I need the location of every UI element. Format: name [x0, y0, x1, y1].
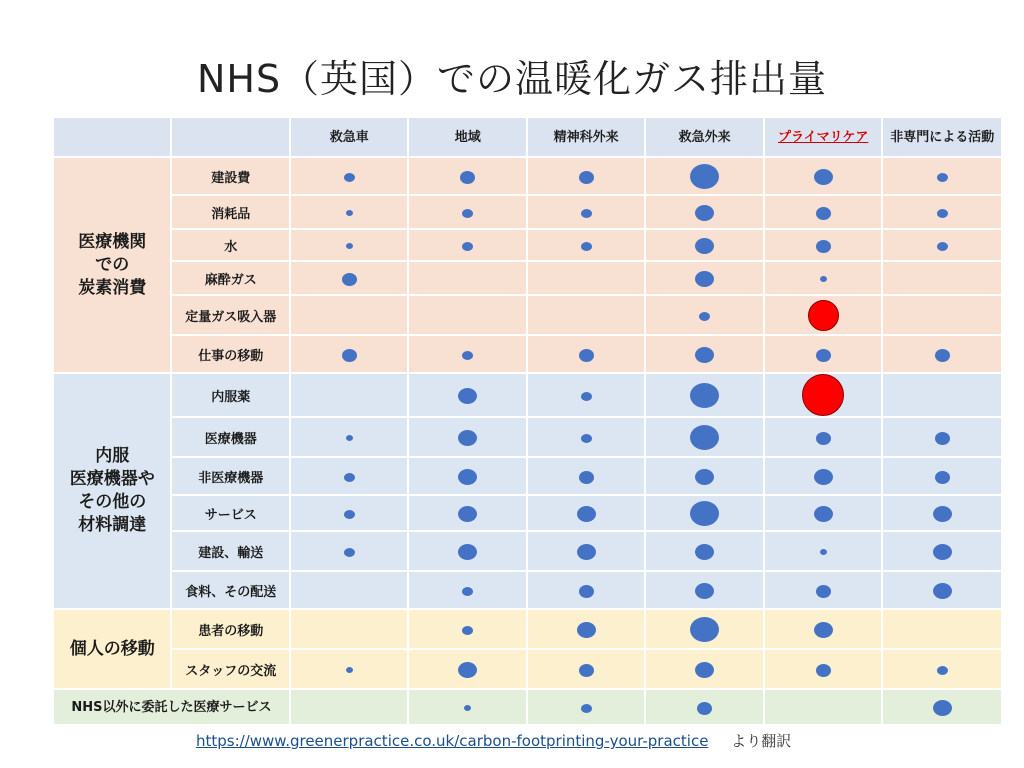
emission-dot — [344, 473, 355, 482]
row-label: 消耗品 — [171, 195, 289, 229]
row-label: 建設費 — [171, 157, 289, 195]
emission-dot — [344, 173, 355, 182]
emission-dot — [346, 435, 353, 441]
value-cell — [527, 295, 645, 335]
value-cell — [764, 373, 882, 417]
value-cell — [408, 295, 526, 335]
row-label: 仕事の移動 — [171, 335, 289, 373]
emission-dot — [458, 544, 477, 560]
emission-dot — [816, 585, 831, 598]
value-cell — [645, 229, 763, 261]
emission-dot — [695, 205, 714, 221]
value-cell — [408, 335, 526, 373]
table-row — [53, 295, 1002, 335]
value-cell — [527, 335, 645, 373]
table-row — [53, 649, 1002, 689]
value-cell — [408, 157, 526, 195]
emission-dot — [808, 300, 839, 331]
emission-dot — [937, 242, 948, 251]
emission-dot — [935, 432, 950, 445]
value-cell — [527, 373, 645, 417]
emission-dot — [933, 700, 952, 716]
emission-dot — [577, 544, 596, 560]
value-cell — [645, 373, 763, 417]
value-cell — [882, 457, 1002, 495]
group-label: 医療機関 での 炭素消費 — [53, 157, 171, 373]
value-cell — [408, 195, 526, 229]
emission-dot — [462, 587, 473, 596]
value-cell — [290, 157, 408, 195]
value-cell — [527, 261, 645, 295]
value-cell — [645, 609, 763, 649]
table-row — [53, 417, 1002, 457]
value-cell — [882, 335, 1002, 373]
value-cell — [764, 295, 882, 335]
table-row — [53, 457, 1002, 495]
row-label: スタッフの交流 — [171, 649, 289, 689]
table-row — [53, 373, 1002, 417]
table-row — [53, 195, 1002, 229]
value-cell — [290, 457, 408, 495]
value-cell — [408, 495, 526, 531]
emission-dot — [458, 506, 477, 522]
emission-dot — [579, 349, 594, 362]
emission-dot — [695, 469, 714, 485]
row-label: 食料、その配送 — [171, 571, 289, 609]
value-cell — [882, 373, 1002, 417]
value-cell — [645, 157, 763, 195]
value-cell — [882, 229, 1002, 261]
value-cell — [408, 417, 526, 457]
source-link[interactable]: https://www.greenerpractice.co.uk/carbon-footprinting-your-practice — [196, 732, 709, 750]
value-cell — [408, 457, 526, 495]
emission-dot — [933, 544, 952, 560]
emission-dot — [816, 664, 831, 677]
emission-dot — [937, 173, 948, 182]
emission-dot — [935, 349, 950, 362]
emission-dot — [933, 506, 952, 522]
column-header: 非専門による活動 — [882, 117, 1002, 157]
emission-dot — [581, 392, 592, 401]
table-row — [53, 689, 1002, 725]
emission-dot — [814, 506, 833, 522]
value-cell — [290, 195, 408, 229]
emission-dot — [344, 510, 355, 519]
value-cell — [764, 495, 882, 531]
value-cell — [882, 417, 1002, 457]
value-cell — [527, 571, 645, 609]
value-cell — [764, 157, 882, 195]
emission-dot — [814, 622, 833, 638]
emission-dot — [937, 209, 948, 218]
table-row — [53, 531, 1002, 571]
value-cell — [408, 649, 526, 689]
value-cell — [408, 373, 526, 417]
emission-dot — [346, 667, 353, 673]
emission-dot — [690, 501, 719, 526]
value-cell — [290, 417, 408, 457]
emission-dot — [458, 388, 477, 404]
value-cell — [290, 335, 408, 373]
value-cell — [645, 531, 763, 571]
group-label: NHS以外に委託した医療サービス — [53, 689, 290, 725]
emission-dot — [695, 238, 714, 254]
value-cell — [290, 373, 408, 417]
value-cell — [290, 295, 408, 335]
group-label: 個人の移動 — [53, 609, 171, 689]
emission-dot — [581, 434, 592, 443]
emission-dot — [579, 664, 594, 677]
value-cell — [527, 417, 645, 457]
value-cell — [764, 649, 882, 689]
table-row — [53, 609, 1002, 649]
emission-dot — [816, 207, 831, 220]
emission-dot — [933, 583, 952, 599]
column-header: 精神科外来 — [527, 117, 645, 157]
emissions-table — [52, 116, 1003, 726]
emission-dot — [462, 351, 473, 360]
emission-dot — [579, 471, 594, 484]
emission-dot — [577, 506, 596, 522]
source-footer — [196, 730, 791, 751]
value-cell — [527, 609, 645, 649]
emission-dot — [820, 276, 827, 282]
value-cell — [408, 261, 526, 295]
value-cell — [527, 689, 645, 725]
table-row — [53, 495, 1002, 531]
value-cell — [882, 157, 1002, 195]
value-cell — [882, 495, 1002, 531]
row-label: 定量ガス吸入器 — [171, 295, 289, 335]
emission-dot — [458, 662, 477, 678]
value-cell — [764, 457, 882, 495]
value-cell — [645, 689, 763, 725]
value-cell — [527, 649, 645, 689]
source-suffix: より翻訳 — [731, 732, 792, 750]
column-header-primary-care: プライマリケア — [764, 117, 882, 157]
emission-dot — [690, 425, 719, 450]
emission-dot — [579, 585, 594, 598]
page-title: NHS（英国）での温暖化ガス排出量 — [196, 57, 828, 101]
value-cell — [645, 571, 763, 609]
value-cell — [527, 531, 645, 571]
value-cell — [764, 261, 882, 295]
row-label: 水 — [171, 229, 289, 261]
row-label: 麻酔ガス — [171, 261, 289, 295]
row-label: サービス — [171, 495, 289, 531]
row-label: 非医療機器 — [171, 457, 289, 495]
value-cell — [645, 261, 763, 295]
emission-dot — [695, 271, 714, 287]
emission-dot — [342, 273, 357, 286]
value-cell — [645, 649, 763, 689]
emission-dot — [695, 662, 714, 678]
emission-dot — [935, 471, 950, 484]
emission-dot — [344, 548, 355, 557]
emission-dot — [462, 242, 473, 251]
column-header: 救急車 — [290, 117, 408, 157]
emission-dot — [462, 626, 473, 635]
emission-dot — [802, 374, 844, 416]
header-row — [53, 117, 1002, 157]
emission-dot — [458, 430, 477, 446]
value-cell — [408, 571, 526, 609]
table-row — [53, 335, 1002, 373]
table-row — [53, 571, 1002, 609]
value-cell — [882, 195, 1002, 229]
value-cell — [290, 531, 408, 571]
value-cell — [290, 689, 408, 725]
value-cell — [290, 649, 408, 689]
table-row — [53, 229, 1002, 261]
emission-dot — [816, 432, 831, 445]
value-cell — [645, 457, 763, 495]
value-cell — [645, 417, 763, 457]
emission-dot — [937, 666, 948, 675]
value-cell — [290, 571, 408, 609]
emission-dot — [695, 347, 714, 363]
value-cell — [290, 609, 408, 649]
value-cell — [882, 261, 1002, 295]
emission-dot — [816, 349, 831, 362]
emission-dot — [346, 210, 353, 216]
value-cell — [408, 609, 526, 649]
emission-dot — [814, 169, 833, 185]
emission-dot — [690, 383, 719, 408]
table-row — [53, 261, 1002, 295]
emission-dot — [464, 705, 471, 711]
value-cell — [882, 649, 1002, 689]
value-cell — [290, 495, 408, 531]
value-cell — [527, 229, 645, 261]
value-cell — [408, 229, 526, 261]
emission-dot — [579, 171, 594, 184]
header-blank — [53, 117, 171, 157]
value-cell — [290, 261, 408, 295]
emission-dot — [690, 164, 719, 189]
value-cell — [764, 195, 882, 229]
header-blank — [171, 117, 289, 157]
value-cell — [882, 531, 1002, 571]
value-cell — [764, 531, 882, 571]
emission-dot — [697, 702, 712, 715]
group-label: 内服 医療機器や その他の 材料調達 — [53, 373, 171, 609]
value-cell — [527, 457, 645, 495]
row-label: 患者の移動 — [171, 609, 289, 649]
emission-dot — [577, 622, 596, 638]
emission-dot — [695, 583, 714, 599]
value-cell — [527, 495, 645, 531]
value-cell — [882, 689, 1002, 725]
value-cell — [290, 229, 408, 261]
emission-dot — [816, 240, 831, 253]
emission-dot — [581, 242, 592, 251]
value-cell — [882, 571, 1002, 609]
column-header: 地域 — [408, 117, 526, 157]
value-cell — [764, 417, 882, 457]
value-cell — [764, 571, 882, 609]
emission-dot — [820, 549, 827, 555]
value-cell — [645, 495, 763, 531]
emission-dot — [581, 209, 592, 218]
emission-dot — [342, 349, 357, 362]
value-cell — [527, 195, 645, 229]
value-cell — [882, 609, 1002, 649]
emission-dot — [695, 544, 714, 560]
emission-dot — [346, 243, 353, 249]
value-cell — [764, 609, 882, 649]
emission-dot — [458, 469, 477, 485]
column-header: 救急外来 — [645, 117, 763, 157]
emission-dot — [581, 704, 592, 713]
value-cell — [645, 335, 763, 373]
value-cell — [882, 295, 1002, 335]
emission-dot — [690, 617, 719, 642]
value-cell — [645, 195, 763, 229]
row-label: 建設、輸送 — [171, 531, 289, 571]
value-cell — [527, 157, 645, 195]
value-cell — [764, 335, 882, 373]
emission-dot — [814, 469, 833, 485]
emission-dot — [460, 171, 475, 184]
value-cell — [645, 295, 763, 335]
value-cell — [408, 689, 526, 725]
table-row — [53, 157, 1002, 195]
value-cell — [764, 229, 882, 261]
row-label: 内服薬 — [171, 373, 289, 417]
emission-dot — [699, 312, 710, 321]
value-cell — [764, 689, 882, 725]
emission-dot — [462, 209, 473, 218]
value-cell — [408, 531, 526, 571]
row-label: 医療機器 — [171, 417, 289, 457]
